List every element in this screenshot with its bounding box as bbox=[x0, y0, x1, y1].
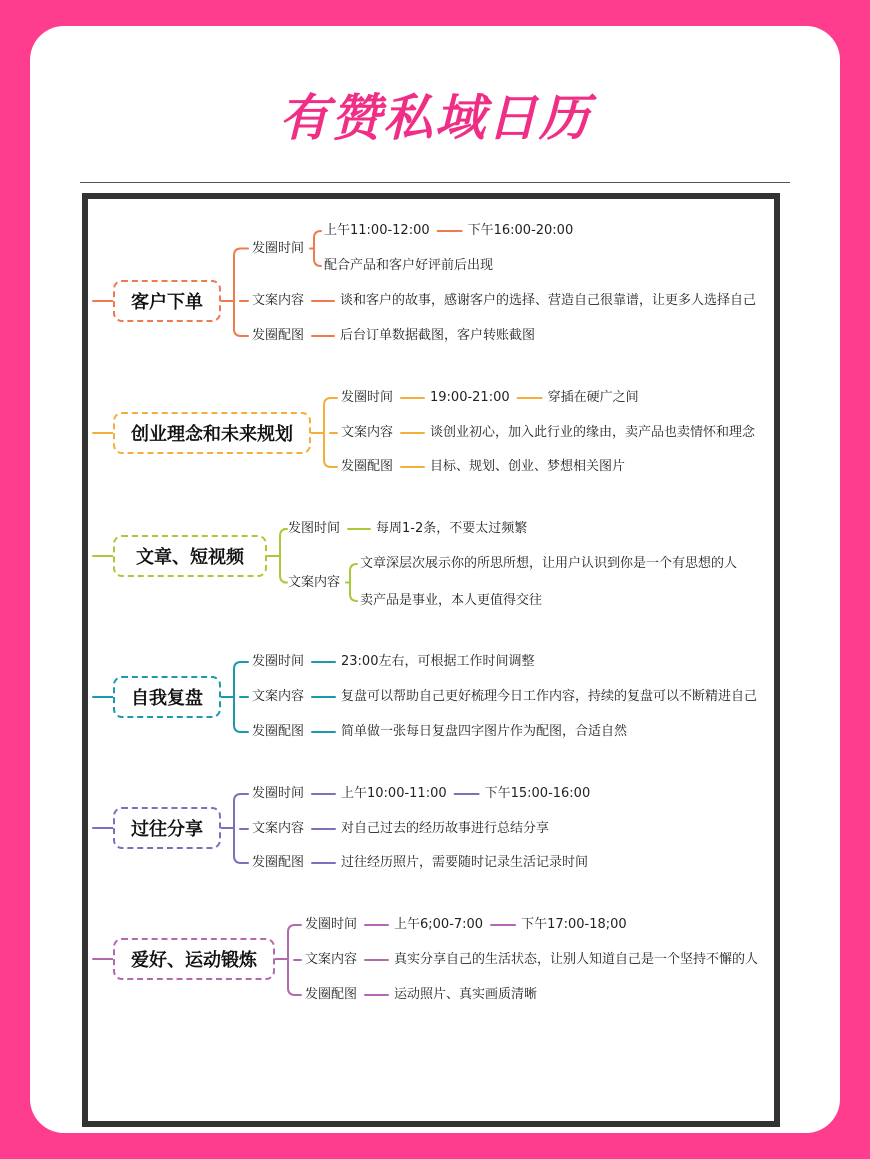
detail-text: 目标、规划、创业、梦想相关图片 bbox=[430, 459, 626, 474]
item-label: 发圈时间 bbox=[252, 786, 305, 801]
detail-text: 过往经历照片，需要随时记录生活记录时间 bbox=[341, 855, 589, 870]
item-label: 文案内容 bbox=[252, 293, 305, 308]
item-label: 发圈时间 bbox=[252, 654, 305, 669]
detail-text: 后台订单数据截图，客户转账截图 bbox=[340, 328, 536, 343]
item-label: 发圈时间 bbox=[252, 240, 305, 256]
item-label: 文案内容 bbox=[341, 425, 394, 440]
item-label: 发圈配图 bbox=[252, 855, 305, 870]
detail-text: 谈和客户的故事，感谢客户的选择、营造自己很靠谱，让更多人选择自己 bbox=[340, 293, 757, 308]
page-title: 有赞私域日历 bbox=[279, 89, 591, 147]
branch-node: 创业理念和未来规划 bbox=[113, 412, 311, 454]
detail-text: 文章深层次展示你的所思所想，让用户认识到你是一个有思想的人 bbox=[360, 556, 738, 571]
item-label: 文案内容 bbox=[305, 952, 358, 967]
detail-text: 运动照片、真实画质清晰 bbox=[394, 987, 538, 1002]
detail-text: 19:00-21:00 bbox=[430, 390, 510, 405]
detail-text: 上午6;00-7:00 bbox=[394, 917, 484, 932]
detail-text: 下午16:00-20:00 bbox=[467, 223, 574, 238]
detail-text: 卖产品是事业，本人更值得交往 bbox=[360, 593, 543, 608]
item-label: 文案内容 bbox=[252, 689, 305, 704]
detail-text: 谈创业初心，加入此行业的缘由，卖产品也卖情怀和理念 bbox=[430, 425, 756, 440]
detail-text: 上午10:00-11:00 bbox=[341, 786, 447, 801]
item-label: 发圈配图 bbox=[252, 328, 305, 343]
item-label: 发圈配图 bbox=[305, 987, 358, 1002]
detail-text: 23:00左右，可根据工作时间调整 bbox=[341, 654, 535, 669]
detail-text: 复盘可以帮助自己更好梳理今日工作内容，持续的复盘可以不断精进自己 bbox=[341, 689, 758, 704]
item-label: 发圈时间 bbox=[341, 390, 394, 405]
branch-brace bbox=[234, 249, 241, 337]
detail-text: 每周1-2条，不要太过频繁 bbox=[376, 521, 528, 536]
detail-text: 对自己过去的经历故事进行总结分享 bbox=[341, 821, 550, 836]
branch-node: 爱好、运动锻炼 bbox=[113, 938, 275, 980]
item-label: 发图时间 bbox=[288, 521, 341, 536]
branch-node: 自我复盘 bbox=[113, 676, 221, 718]
item-label: 发圈配图 bbox=[341, 459, 394, 474]
detail-text: 简单做一张每日复盘四字图片作为配图，合适自然 bbox=[341, 724, 628, 739]
detail-brace bbox=[350, 564, 357, 601]
detail-text: 下午15:00-16:00 bbox=[484, 786, 591, 801]
detail-text: 上午11:00-12:00 bbox=[324, 223, 430, 238]
branch-node: 客户下单 bbox=[113, 280, 221, 322]
item-label: 发圈时间 bbox=[305, 917, 358, 932]
detail-text: 下午17:00-18;00 bbox=[521, 917, 627, 932]
branch-brace bbox=[280, 529, 287, 583]
item-label: 发圈配图 bbox=[252, 724, 305, 739]
item-label: 文案内容 bbox=[252, 821, 305, 836]
item-label: 文案内容 bbox=[288, 574, 341, 590]
detail-text: 穿插在硬广之间 bbox=[547, 390, 639, 405]
detail-text: 配合产品和客户好评前后出现 bbox=[324, 258, 494, 273]
detail-text: 真实分享自己的生活状态，让别人知道自己是一个坚持不懈的人 bbox=[394, 952, 759, 967]
branch-node: 过往分享 bbox=[113, 807, 221, 849]
branch-node: 文章、短视频 bbox=[113, 535, 267, 577]
detail-brace bbox=[314, 231, 321, 266]
